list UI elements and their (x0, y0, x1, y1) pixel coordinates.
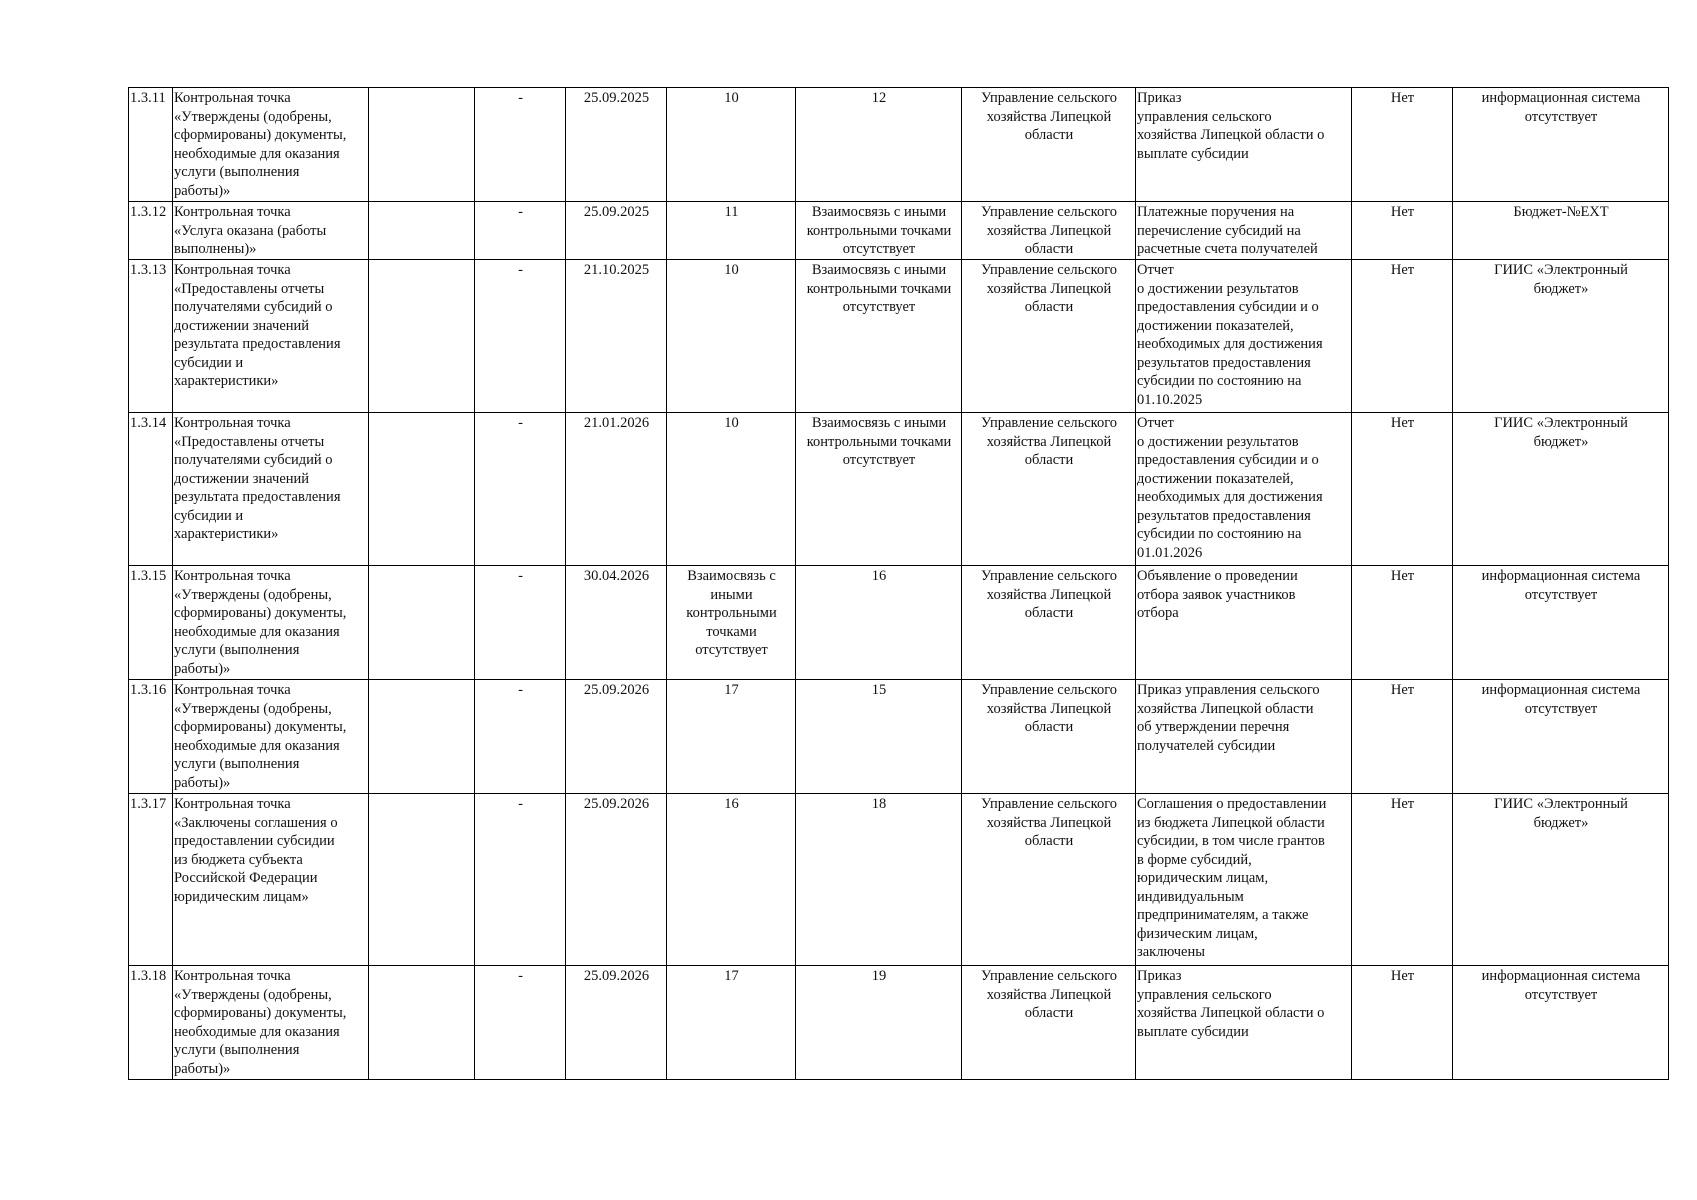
approval-cell: Нет (1352, 260, 1453, 413)
row-number-cell: 1.3.12 (129, 202, 173, 260)
control-point-name-cell: Контрольная точка «Утверждены (одобрены, сформированы) документы, необходимые для оказания услуги (выполнения работы)» (173, 566, 369, 680)
table-row (129, 88, 1669, 202)
previous-point-cell: 16 (667, 794, 796, 966)
next-point-cell: Взаимосвязь с иными контрольными точками отсутствует (796, 260, 962, 413)
empty-cell (369, 566, 475, 680)
previous-point-cell: Взаимосвязь с иными контрольными точками отсутствует (667, 566, 796, 680)
empty-cell (369, 260, 475, 413)
empty-cell (369, 680, 475, 794)
previous-point-cell: 17 (667, 966, 796, 1080)
table-row (129, 794, 1669, 966)
date-cell: 21.01.2026 (566, 413, 667, 566)
next-point-cell: 19 (796, 966, 962, 1080)
next-point-cell: 12 (796, 88, 962, 202)
responsible-cell: Управление сельского хозяйства Липецкой области (962, 413, 1136, 566)
date-cell: 30.04.2026 (566, 566, 667, 680)
dash-cell: - (475, 260, 566, 413)
information-system-cell: информационная система отсутствует (1453, 966, 1669, 1080)
table-row (129, 413, 1669, 566)
empty-cell (369, 202, 475, 260)
control-point-name-cell: Контрольная точка «Утверждены (одобрены, сформированы) документы, необходимые для оказания услуги (выполнения работы)» (173, 88, 369, 202)
empty-cell (369, 88, 475, 202)
approval-cell: Нет (1352, 413, 1453, 566)
row-number-cell: 1.3.16 (129, 680, 173, 794)
empty-cell (369, 966, 475, 1080)
dash-cell: - (475, 966, 566, 1080)
approval-cell: Нет (1352, 202, 1453, 260)
dash-cell: - (475, 88, 566, 202)
previous-point-cell: 10 (667, 88, 796, 202)
information-system-cell: Бюджет-№ЕХТ (1453, 202, 1669, 260)
responsible-cell: Управление сельского хозяйства Липецкой области (962, 680, 1136, 794)
document-cell: Приказ управления сельского хозяйства Липецкой области об утверждении перечня получателей субсидии (1136, 680, 1352, 794)
document-cell: Платежные поручения на перечисление субсидий на расчетные счета получателей (1136, 202, 1352, 260)
next-point-cell: 15 (796, 680, 962, 794)
table-row (129, 966, 1669, 1080)
information-system-cell: информационная система отсутствует (1453, 680, 1669, 794)
date-cell: 25.09.2026 (566, 680, 667, 794)
previous-point-cell: 10 (667, 413, 796, 566)
dash-cell: - (475, 202, 566, 260)
information-system-cell: ГИИС «Электронный бюджет» (1453, 413, 1669, 566)
row-number-cell: 1.3.18 (129, 966, 173, 1080)
information-system-cell: ГИИС «Электронный бюджет» (1453, 794, 1669, 966)
table-row (129, 202, 1669, 260)
approval-cell: Нет (1352, 794, 1453, 966)
information-system-cell: ГИИС «Электронный бюджет» (1453, 260, 1669, 413)
control-point-name-cell: Контрольная точка «Утверждены (одобрены, сформированы) документы, необходимые для оказания услуги (выполнения работы)» (173, 966, 369, 1080)
approval-cell: Нет (1352, 966, 1453, 1080)
date-cell: 25.09.2025 (566, 202, 667, 260)
next-point-cell: 18 (796, 794, 962, 966)
information-system-cell: информационная система отсутствует (1453, 566, 1669, 680)
document-cell: Отчет о достижении результатов предоставления субсидии и о достижении показателей, необходимых для достижения результатов предоставления субсидии по состоянию на 01.10.2025 (1136, 260, 1352, 413)
previous-point-cell: 10 (667, 260, 796, 413)
table-row (129, 680, 1669, 794)
responsible-cell: Управление сельского хозяйства Липецкой области (962, 88, 1136, 202)
control-point-name-cell: Контрольная точка «Предоставлены отчеты получателями субсидий о достижении значений результата предоставления субсидии и характеристики» (173, 260, 369, 413)
control-point-name-cell: Контрольная точка «Предоставлены отчеты получателями субсидий о достижении значений результата предоставления субсидии и характеристики» (173, 413, 369, 566)
responsible-cell: Управление сельского хозяйства Липецкой области (962, 202, 1136, 260)
responsible-cell: Управление сельского хозяйства Липецкой области (962, 966, 1136, 1080)
table-row (129, 566, 1669, 680)
document-cell: Приказ управления сельского хозяйства Липецкой области о выплате субсидии (1136, 88, 1352, 202)
dash-cell: - (475, 680, 566, 794)
row-number-cell: 1.3.14 (129, 413, 173, 566)
previous-point-cell: 11 (667, 202, 796, 260)
approval-cell: Нет (1352, 680, 1453, 794)
document-cell: Отчет о достижении результатов предоставления субсидии и о достижении показателей, необходимых для достижения результатов предоставления субсидии по состоянию на 01.01.2026 (1136, 413, 1352, 566)
next-point-cell: Взаимосвязь с иными контрольными точками отсутствует (796, 202, 962, 260)
control-points-table (128, 87, 1669, 1080)
date-cell: 25.09.2026 (566, 966, 667, 1080)
responsible-cell: Управление сельского хозяйства Липецкой области (962, 566, 1136, 680)
previous-point-cell: 17 (667, 680, 796, 794)
dash-cell: - (475, 413, 566, 566)
row-number-cell: 1.3.11 (129, 88, 173, 202)
document-cell: Соглашения о предоставлении из бюджета Липецкой области субсидии, в том числе грантов в форме субсидий, юридическим лицам, индивидуальным предпринимателям, а также физическим лицам, заключены (1136, 794, 1352, 966)
approval-cell: Нет (1352, 566, 1453, 680)
date-cell: 21.10.2025 (566, 260, 667, 413)
date-cell: 25.09.2025 (566, 88, 667, 202)
document-cell: Приказ управления сельского хозяйства Липецкой области о выплате субсидии (1136, 966, 1352, 1080)
approval-cell: Нет (1352, 88, 1453, 202)
empty-cell (369, 794, 475, 966)
document-cell: Объявление о проведении отбора заявок участников отбора (1136, 566, 1352, 680)
next-point-cell: 16 (796, 566, 962, 680)
dash-cell: - (475, 566, 566, 680)
responsible-cell: Управление сельского хозяйства Липецкой области (962, 794, 1136, 966)
next-point-cell: Взаимосвязь с иными контрольными точками отсутствует (796, 413, 962, 566)
row-number-cell: 1.3.13 (129, 260, 173, 413)
row-number-cell: 1.3.15 (129, 566, 173, 680)
responsible-cell: Управление сельского хозяйства Липецкой области (962, 260, 1136, 413)
control-point-name-cell: Контрольная точка «Утверждены (одобрены, сформированы) документы, необходимые для оказания услуги (выполнения работы)» (173, 680, 369, 794)
control-point-name-cell: Контрольная точка «Заключены соглашения о предоставлении субсидии из бюджета субъекта Российской Федерации юридическим лицам» (173, 794, 369, 966)
date-cell: 25.09.2026 (566, 794, 667, 966)
control-point-name-cell: Контрольная точка «Услуга оказана (работы выполнены)» (173, 202, 369, 260)
table-row (129, 260, 1669, 413)
information-system-cell: информационная система отсутствует (1453, 88, 1669, 202)
dash-cell: - (475, 794, 566, 966)
empty-cell (369, 413, 475, 566)
row-number-cell: 1.3.17 (129, 794, 173, 966)
